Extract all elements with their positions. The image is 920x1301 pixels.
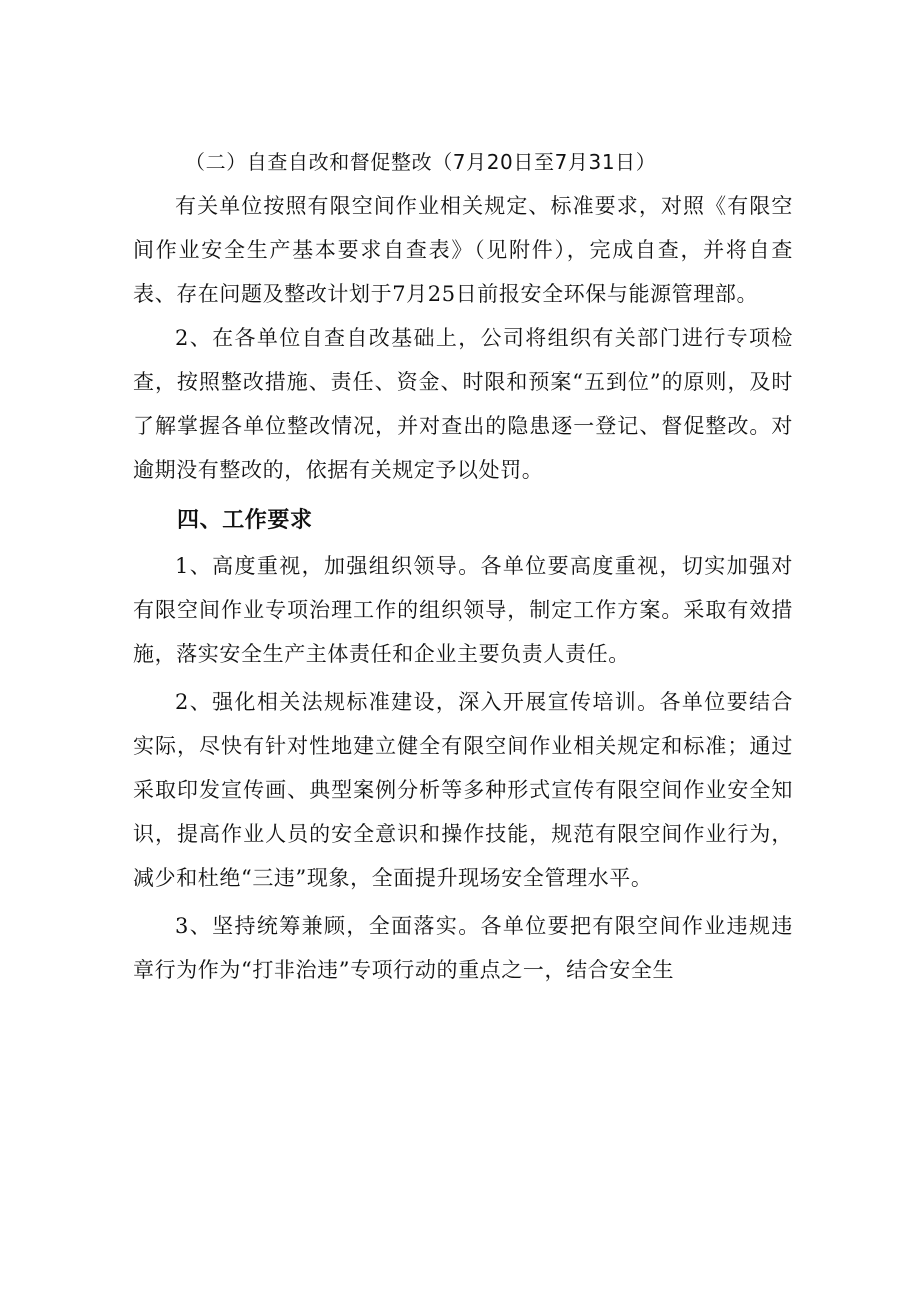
- section-heading-work-requirements: 四、工作要求: [177, 508, 313, 533]
- paragraph-company-inspection: 2、在各单位自查自改基础上，公司将组织有关部门进行专项检查，按照整改措施、责任、资金、时限和预案“五到位”的原则，及时了解掌握各单位整改情况，并对查出的隐患逐一登记、督促整改。对逾期没有整改的，依据有关规定予以处罚。: [133, 326, 793, 482]
- subheading-self-inspection: （二）自查自改和督促整改（7月20日至7月31日）: [185, 150, 657, 174]
- document-body: [133, 140, 793, 992]
- requirement-1: 1、高度重视，加强组织领导。各单位要高度重视，切实加强对有限空间作业专项治理工作的组织领导，制定工作方案。采取有效措施，落实安全生产主体责任和企业主要负责人责任。: [133, 554, 793, 666]
- requirement-3: 3、坚持统筹兼顾，全面落实。各单位要把有限空间作业违规违章行为作为“打非治违”专项行动的重点之一，结合安全生: [133, 914, 793, 982]
- paragraph-self-inspection: 有关单位按照有限空间作业相关规定、标准要求，对照《有限空间作业安全生产基本要求自查表》（见附件），完成自查，并将自查表、存在问题及整改计划于7月25日前报安全环保与能源管理部。: [133, 194, 793, 306]
- requirement-2: 2、强化相关法规标准建设，深入开展宣传培训。各单位要结合实际，尽快有针对性地建立健全有限空间作业相关规定和标准；通过采取印发宣传画、典型案例分析等多种形式宣传有限空间作业安全知识，提高作业人员的安全意识和操作技能，规范有限空间作业行为，减少和杜绝“三违”现象，全面提升现场安全管理水平。: [133, 690, 793, 890]
